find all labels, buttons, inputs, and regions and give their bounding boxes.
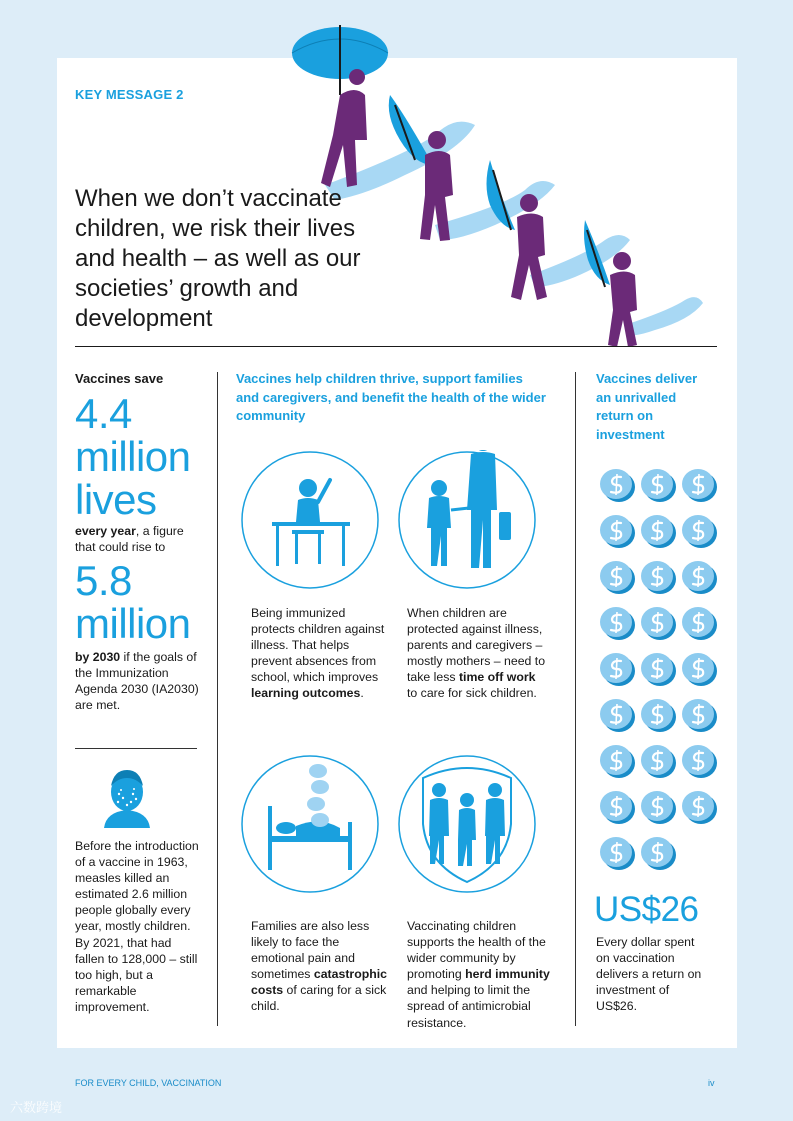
parent-with-child-icon: [397, 450, 537, 590]
dollar-coin-icon: [637, 646, 678, 692]
benefit-school-text: [251, 605, 389, 702]
stat-future: [75, 557, 205, 648]
dollar-coin-icon: [596, 692, 637, 738]
dollar-coin-icon: [637, 692, 678, 738]
benefit-school-text-bold: learning outcomes: [251, 686, 361, 701]
stat-lives-unit: million: [75, 433, 191, 480]
page-number: iv: [708, 1078, 715, 1088]
dollar-coin-icon: [596, 554, 637, 600]
benefit-community-text-a: Vaccinating children supports the health of the wider community by promoting: [407, 919, 546, 982]
dollar-coin-icon: [596, 784, 637, 830]
stat-future-unit: million: [75, 600, 191, 648]
right-column-title: Vaccines deliver an unrivalled return on investment: [596, 371, 698, 442]
benefit-school-text-a: Being immunized protects children against illness. That helps prevent absences from school, which improves: [251, 606, 385, 685]
column-divider-2: [575, 372, 576, 1026]
stat-lives-caption: [75, 523, 205, 555]
page-headline: When we don’t vaccinate children, we risk their lives and health – as well as our societies’ growth and development: [75, 185, 361, 332]
dollar-coin-icon: [678, 508, 719, 554]
benefit-community-text-bold: herd immunity: [465, 967, 550, 982]
dollar-coin-icon: [596, 600, 637, 646]
dollar-coin-icon: [678, 784, 719, 830]
stat-lives: [75, 392, 205, 521]
roi-amount: US$26: [594, 890, 699, 929]
dollar-coin-icon: [637, 508, 678, 554]
dollar-coin-icon: [678, 600, 719, 646]
dollar-coin-icon: [637, 830, 678, 876]
stat-future-caption-bold: by 2030: [75, 650, 121, 665]
stat-future-caption-rest: if the goals of the Immunization Agenda 2030 (IA2030) are met.: [75, 650, 199, 713]
dollar-coin-icon: [596, 830, 637, 876]
dollar-coin-icon: [637, 462, 678, 508]
community-shield-icon: [397, 754, 537, 894]
dollar-coin-icon: [678, 554, 719, 600]
dollar-coin-icon: [596, 646, 637, 692]
left-column: [75, 370, 205, 714]
benefit-community-text-c: and helping to limit the spread of antimicrobial resistance.: [407, 983, 531, 1030]
benefit-community-text: [407, 918, 552, 1031]
benefit-family-text-bold: catastrophic costs: [251, 967, 387, 998]
sick-child-bed-icon: [240, 754, 380, 894]
header-divider: [75, 346, 717, 347]
measles-text: Before the introduction of a vaccine in 1963, measles killed an estimated 2.6 million people globally every year, mostly children. By 2021, that had fallen to 128,000 – still too high, but a remarkable improvement.: [75, 839, 199, 1014]
middle-column-title: Vaccines help children thrive, support families and caregivers, and benefit the health of the wider community: [236, 371, 546, 423]
dollar-coin-icon: [596, 462, 637, 508]
stat-lives-noun: lives: [75, 476, 157, 523]
benefit-work-text: [407, 605, 547, 702]
dollar-coin-icon: [678, 462, 719, 508]
stat-lives-caption-rest: , a figure that could rise to: [75, 524, 184, 555]
dollar-coin-icon: [596, 508, 637, 554]
measles-child-icon: [100, 764, 154, 828]
column-divider-1: [217, 372, 218, 1026]
dollar-coin-icon: [678, 738, 719, 784]
key-message-label: KEY MESSAGE 2: [75, 87, 184, 102]
dollar-coin-icon: [637, 554, 678, 600]
benefit-work-text-a: When children are protected against illness, parents and caregivers – mostly mothers – need to take less: [407, 606, 546, 685]
dollar-coin-icon: [596, 738, 637, 784]
roi-text: Every dollar spent on vaccination delivers a return on investment of US$26.: [596, 935, 702, 1014]
benefit-school-text-c: .: [360, 686, 364, 701]
footer-label: FOR EVERY CHILD, VACCINATION: [75, 1078, 222, 1088]
dollar-coin-icon: [678, 646, 719, 692]
benefit-family-text-a: Families are also less likely to face the emotional pain and sometimes: [251, 919, 370, 982]
benefit-work-text-c: to care for sick children.: [407, 686, 537, 701]
dollar-coin-icon: [678, 692, 719, 738]
left-column-title: Vaccines save: [75, 371, 164, 386]
left-divider: [75, 748, 197, 749]
dollar-coin-icon: [637, 784, 678, 830]
benefit-work-text-bold: time off work: [458, 670, 536, 685]
dollar-coin-icon: [637, 600, 678, 646]
stat-future-caption: [75, 649, 205, 713]
dollar-coins-grid: [596, 462, 720, 876]
stat-lives-number: 4.4: [75, 390, 132, 437]
stat-future-number: 5.8: [75, 557, 132, 605]
benefit-family-text: [251, 918, 389, 1015]
child-at-school-icon: [240, 450, 380, 590]
stat-lives-caption-bold: every year: [75, 524, 136, 538]
benefit-family-text-c: of caring for a sick child.: [251, 983, 387, 1014]
watermark: 六数跨境: [10, 1100, 63, 1115]
dollar-coin-icon: [637, 738, 678, 784]
